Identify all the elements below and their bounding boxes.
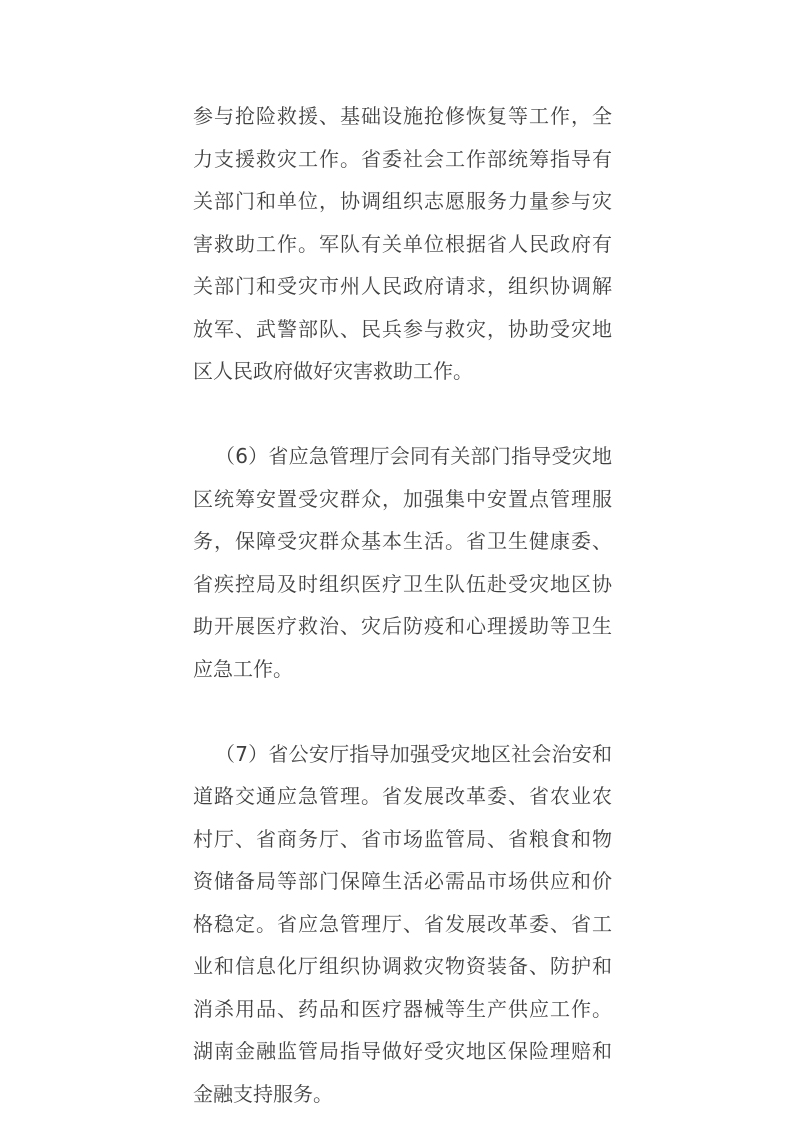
paragraph-item-7: （7）省公安厅指导加强受灾地区社会治安和道路交通应急管理。省发展改革委、省农业农村厅、省商务厅、省市场监管局、省粮食和物资储备局等部门保障生活必需品市场供应和价格稳定。省应急管理厅、省发展改革委、省工业和信息化厅组织协调救灾物资装备、防护和消杀用品、药品和医疗器械等生产供应工作。湖南金融监管局指导做好受灾地区保险理赔和金融支持服务。 [193, 741, 612, 1106]
paragraph-continuation: 参与抢险救援、基础设施抢修恢复等工作，全力支援救灾工作。省委社会工作部统筹指导有关部门和单位，协调组织志愿服务力量参与灾害救助工作。军队有关单位根据省人民政府有关部门和受灾市州人民政府请求，组织协调解放军、武警部队、民兵参与救灾，协助受灾地区人民政府做好灾害救助工作。 [193, 104, 612, 383]
document-text-block [193, 95, 612, 1115]
paragraph-item-6: （6）省应急管理厅会同有关部门指导受灾地区统筹安置受灾群众，加强集中安置点管理服务，保障受灾群众基本生活。省卫生健康委、省疾控局及时组织医疗卫生队伍赴受灾地区协助开展医疗救治、灾后防疫和心理援助等卫生应急工作。 [193, 444, 612, 681]
